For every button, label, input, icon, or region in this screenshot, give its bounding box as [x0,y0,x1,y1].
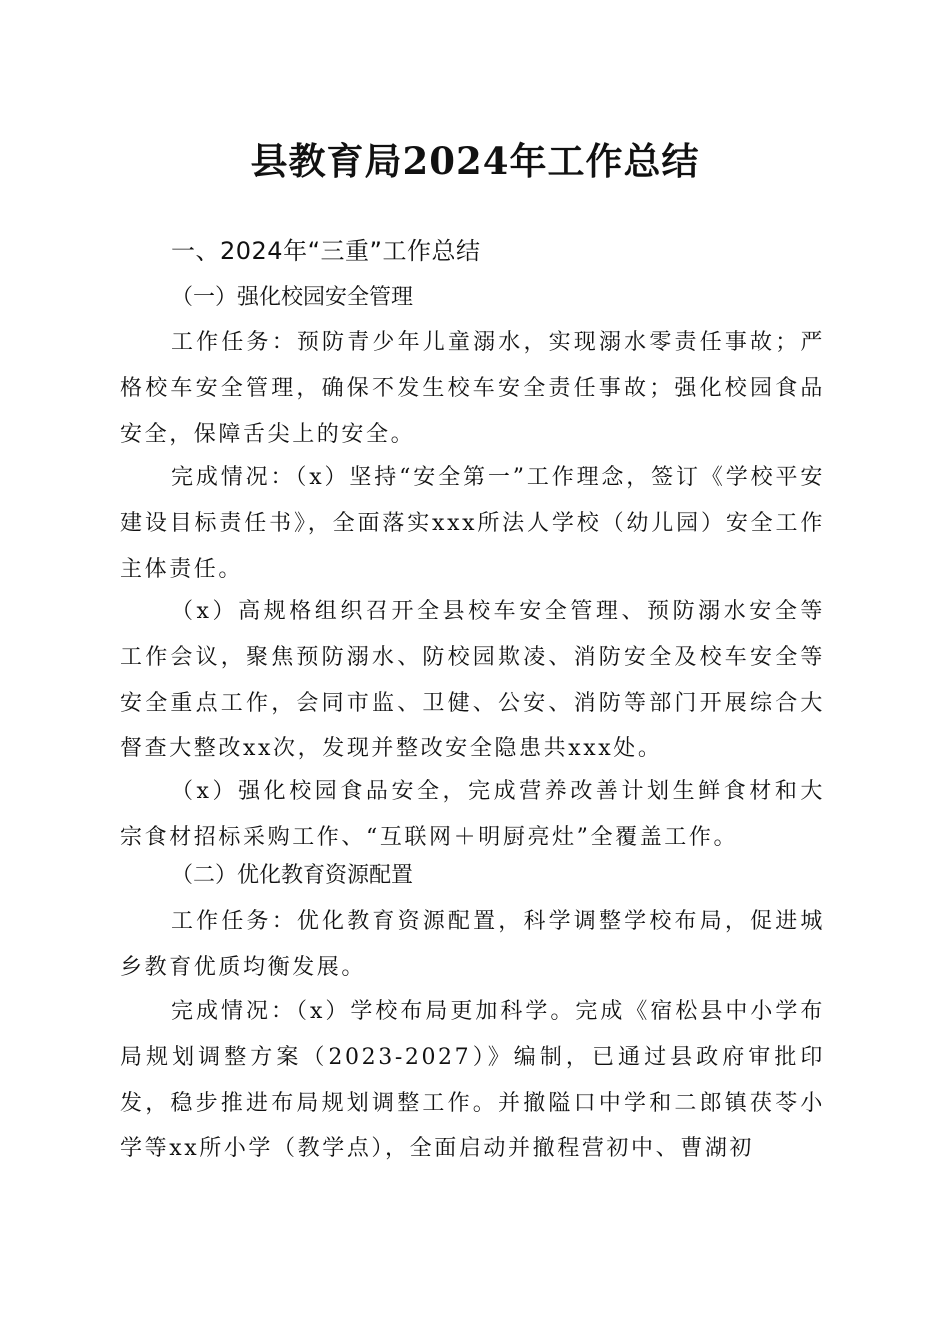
subsection-heading-1: （一）强化校园安全管理 [171,285,414,310]
paragraph-status-2: （x）高规格组织召开全县校车安全管理、预防溺水安全等工作会议，聚焦预防溺水、防校园欺凌、消防安全及校车安全等安全重点工作，会同市监、卫健、公安、消防等部门开展综合大督查大整改xx次，发现并整改安全隐患共xxx处。 [120,599,825,762]
paragraph-status-4: 完成情况：（x）学校布局更加科学。完成《宿松县中小学布局规划调整方案（2023-2027）》编制，已通过县政府审批印发，稳步推进布局规划调整工作。并撤隘口中学和二郎镇茯苓小学等xx所小学（教学点），全面启动并撤程营初中、曹湖初 [120,999,825,1162]
subsection-heading-2: （二）优化教育资源配置 [171,863,414,888]
paragraph-task-2: 工作任务：优化教育资源配置，科学调整学校布局，促进城乡教育优质均衡发展。 [120,909,825,980]
paragraph-status-1: 完成情况：（x）坚持“安全第一”工作理念，签订《学校平安建设目标责任书》，全面落实xxx所法人学校（幼儿园）安全工作主体责任。 [120,465,825,582]
document-title: 县教育局2024年工作总结 [250,139,700,183]
paragraph-task-1: 工作任务：预防青少年儿童溺水，实现溺水零责任事故；严格校车安全管理，确保不发生校车安全责任事故；强化校园食品安全，保障舌尖上的安全。 [120,330,825,447]
paragraph-status-3: （x）强化校园食品安全，完成营养改善计划生鲜食材和大宗食材招标采购工作、“互联网＋明厨亮灶”全覆盖工作。 [120,779,825,850]
section-heading-1: 一、2024年“三重”工作总结 [171,237,481,265]
